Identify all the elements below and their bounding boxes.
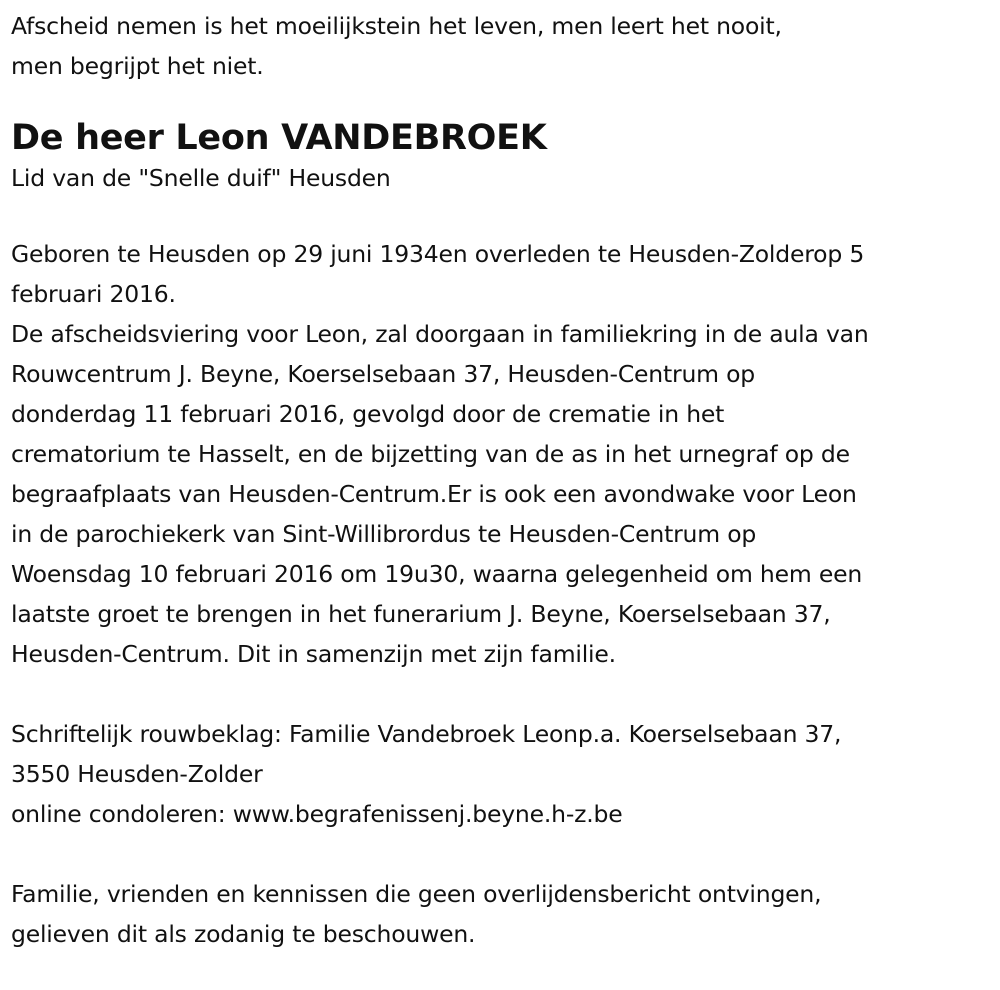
spacer [11, 196, 1000, 234]
spacer [11, 834, 1000, 874]
contact-line: Schriftelijk rouwbeklag: Familie Vandebroek Leonp.a. Koerselsebaan 37, [11, 720, 842, 748]
quote-block [11, 6, 1000, 86]
deceased-subtitle: Lid van de "Snelle duif" Heusden [11, 164, 391, 192]
body-line: in de parochiekerk van Sint-Willibrordus te Heusden-Centrum op [11, 520, 757, 548]
contact-block [11, 714, 1000, 834]
body-line: laatste groet te brengen in het funerarium J. Beyne, Koerselsebaan 37, [11, 600, 831, 628]
body-line: crematorium te Hasselt, en de bijzetting van de as in het urnegraf op de [11, 440, 850, 468]
body-line: donderdag 11 februari 2016, gevolgd door de crematie in het [11, 400, 725, 428]
quote-line: Afscheid nemen is het moeilijkstein het leven, men leert het nooit, [11, 12, 782, 40]
contact-line: 3550 Heusden-Zolder [11, 760, 263, 788]
spacer [11, 674, 1000, 714]
deceased-name: De heer Leon VANDEBROEK [11, 118, 547, 158]
online-condolence-label: online condoleren: [11, 800, 233, 828]
body-line: begraafplaats van Heusden-Centrum.Er is ook een avondwake voor Leon [11, 480, 857, 508]
body-line: Rouwcentrum J. Beyne, Koerselsebaan 37, Heusden-Centrum op [11, 360, 756, 388]
body-line: Heusden-Centrum. Dit in samenzijn met zijn familie. [11, 640, 616, 668]
closing-line: Familie, vrienden en kennissen die geen overlijdensbericht ontvingen, [11, 880, 822, 908]
closing-block [11, 874, 1000, 954]
closing-line: gelieven dit als zodanig te beschouwen. [11, 920, 476, 948]
body-line: Geboren te Heusden op 29 juni 1934en overleden te Heusden-Zolderop 5 [11, 240, 865, 268]
condolence-website-link[interactable]: www.begrafenissenj.beyne.h-z.be [232, 800, 623, 828]
body-line: De afscheidsviering voor Leon, zal doorgaan in familiekring in de aula van [11, 320, 869, 348]
body-block [11, 234, 1000, 674]
quote-line: men begrijpt het niet. [11, 52, 264, 80]
body-line: februari 2016. [11, 280, 176, 308]
online-condolence-line [11, 794, 1000, 834]
body-line: Woensdag 10 februari 2016 om 19u30, waarna gelegenheid om hem een [11, 560, 863, 588]
